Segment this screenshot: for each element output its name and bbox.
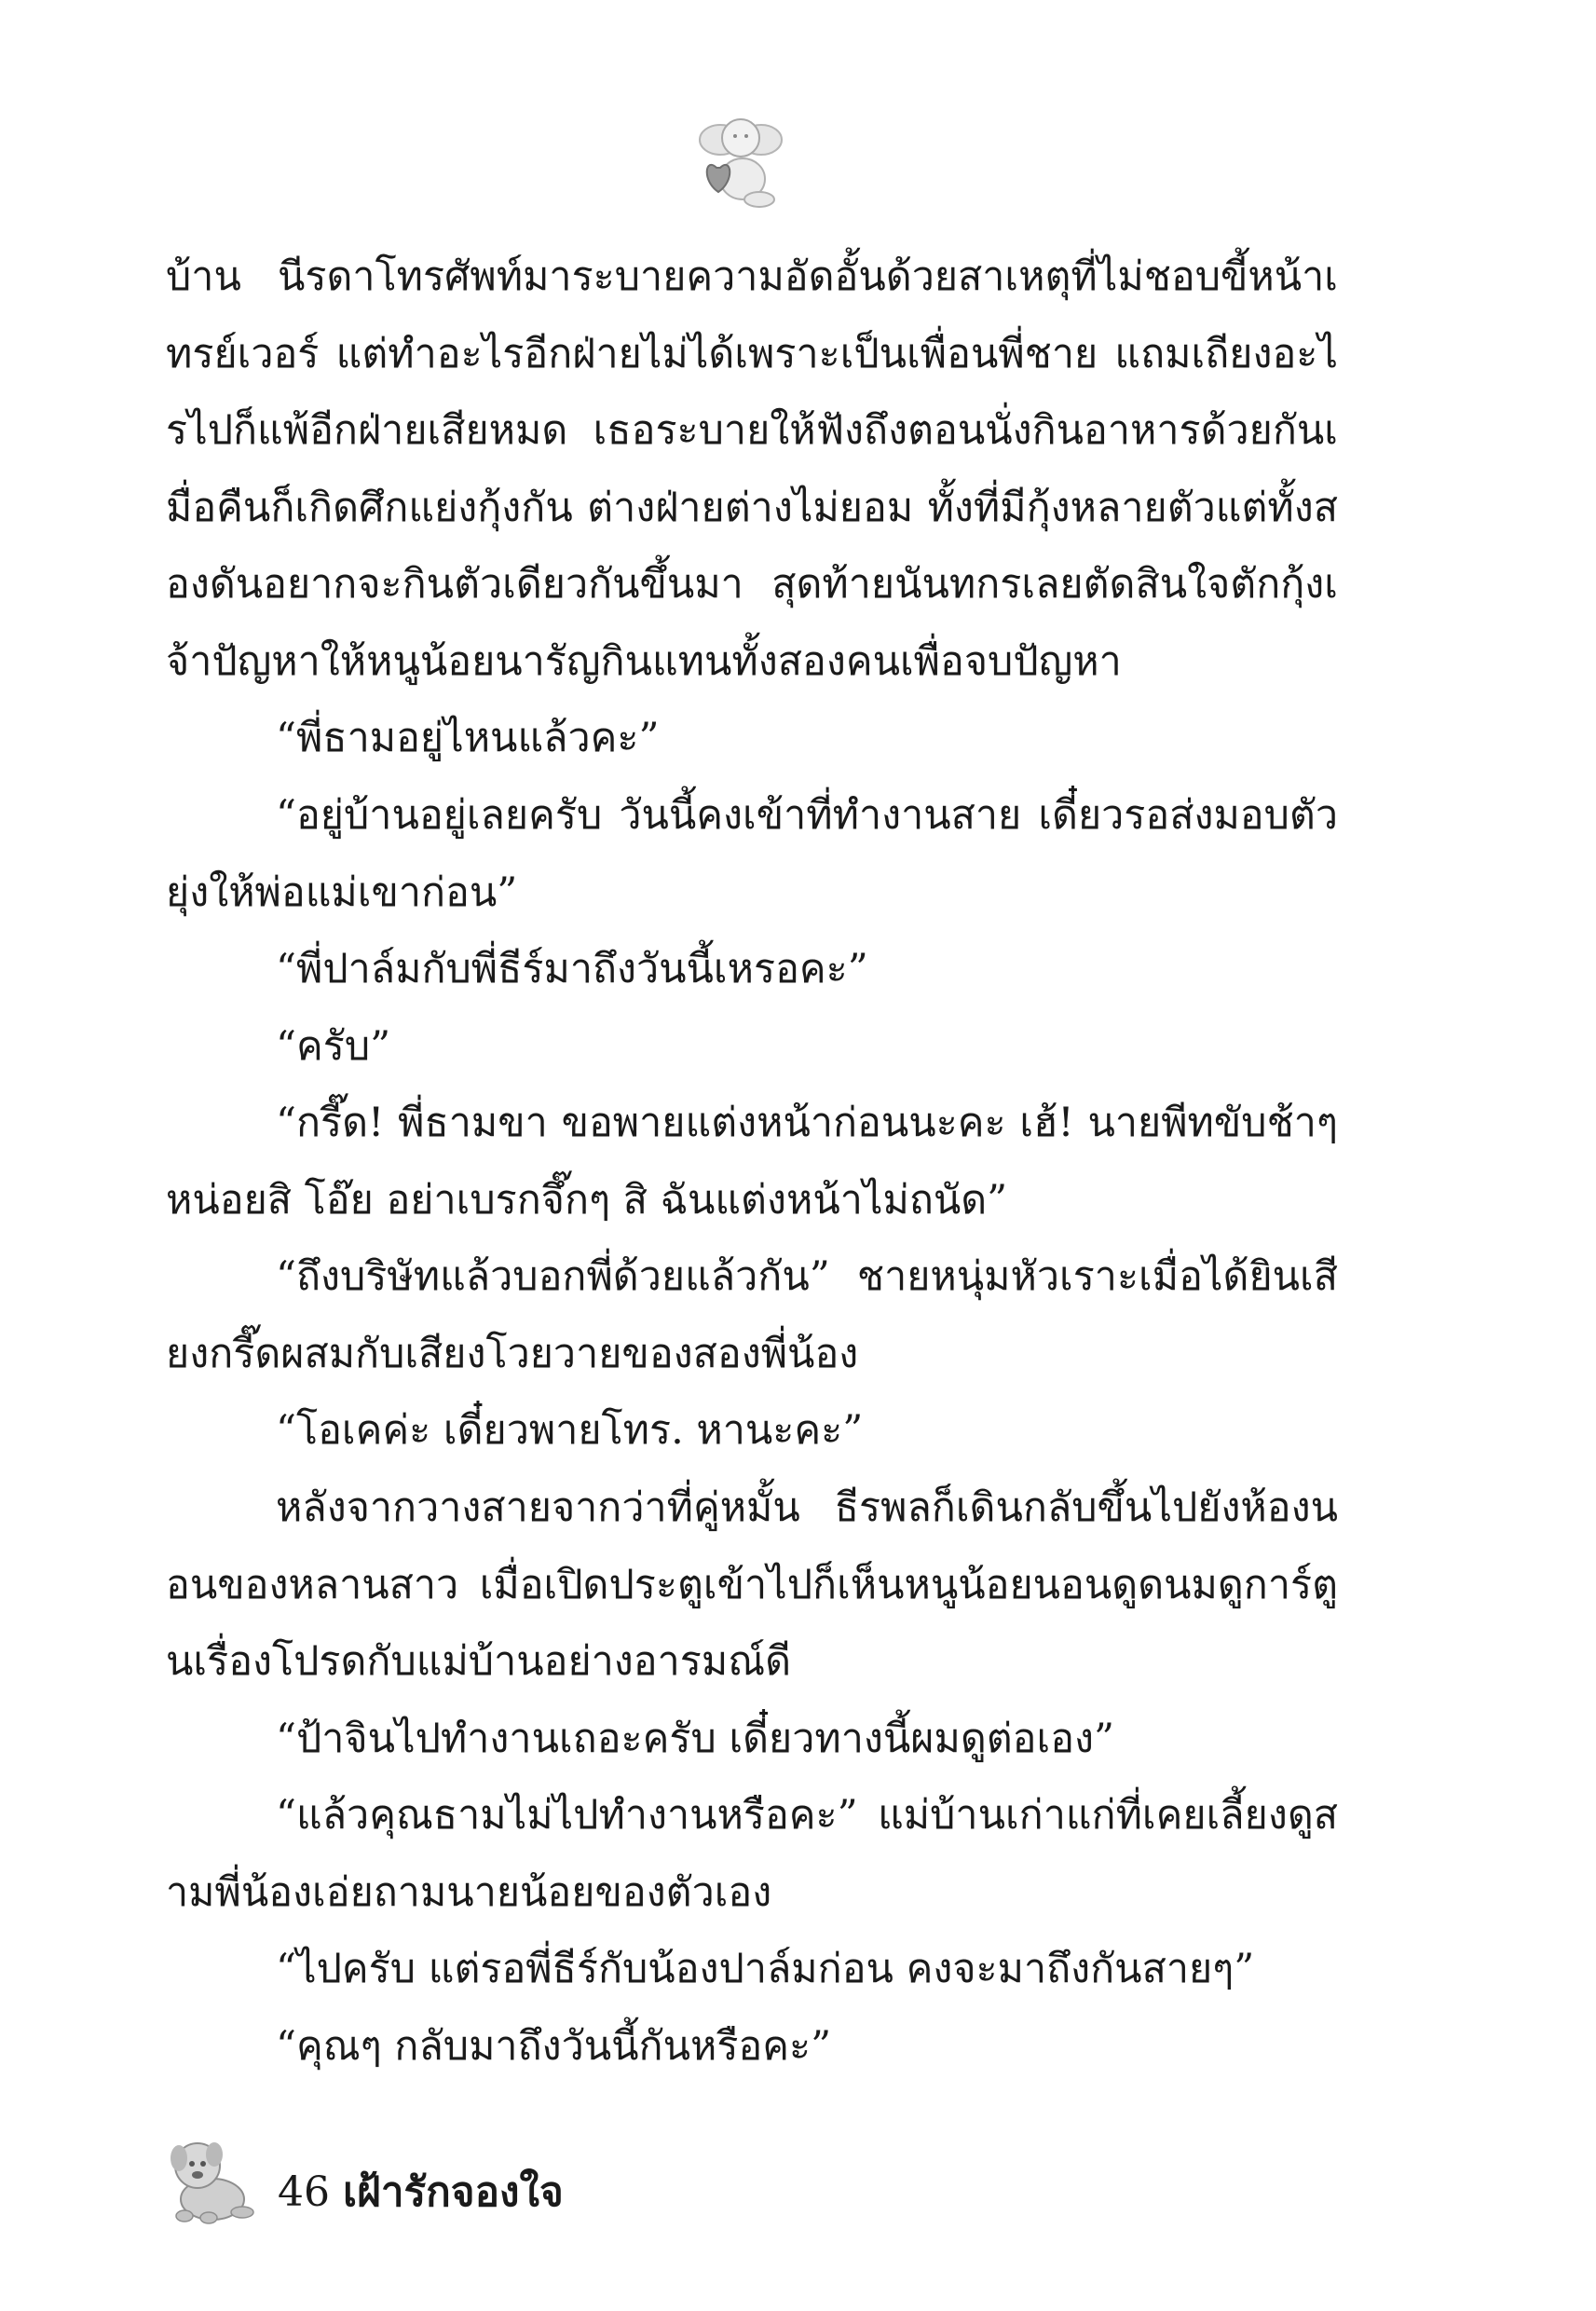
paragraph: “พี่ธามอยู่ไหนแล้วคะ” [276, 715, 660, 762]
paragraph: “ไปครับ แต่รอพี่ธีร์กับน้องปาล์มก่อน คงจะมาถึงกันสายๆ” [276, 1946, 1255, 1993]
paragraph: “คุณๆ กลับมาถึงวันนี้กันหรือคะ” [276, 2022, 832, 2070]
page-footer [158, 2123, 811, 2235]
paragraph: หลังจากวางสายจากว่าที่คู่หมั้น ธีรพลก็เดินกลับขึ้นไปยังห้องนอนของหลานสาว เมื่อเปิดประตูเข้าไปก็เห็นหนูน้อยนอนดูดนมดูการ์ตูนเรื่องโปรดกับแม่บ้านอย่างอารมณ์ดี [166, 1484, 1338, 1686]
book-title: เฝ้ารักจองใจ [343, 2168, 564, 2216]
paragraph: “พี่ปาล์มกับพี่ธีร์มาถึงวันนี้เหรอคะ” [276, 946, 868, 993]
paragraph: “แล้วคุณธามไม่ไปทำงานหรือคะ” แม่บ้านเก่าแก่ที่เคยเลี้ยงดูสามพี่น้องเอ่ยถามนายน้อยของตัวเอง [166, 1792, 1338, 1916]
body-text [166, 239, 1338, 2085]
paragraph: “กรี๊ด! พี่ธามขา ขอพายแต่งหน้าก่อนนะคะ เฮ้! นายพีทขับช้าๆ หน่อยสิ โอ๊ย อย่าเบรกจึ๊กๆ สิ ฉันแต่งหน้าไม่ถนัด” [166, 1100, 1338, 1224]
paragraph: “อยู่บ้านอยู่เลยครับ วันนี้คงเข้าที่ทำงานสาย เดี๋ยวรอส่งมอบตัวยุ่งให้พ่อแม่เขาก่อน” [166, 791, 1338, 916]
puppy-icon [158, 2123, 261, 2225]
paragraph: “ครับ” [276, 1022, 391, 1070]
paragraph: บ้าน นีรดาโทรศัพท์มาระบายความอัดอั้นด้วยสาเหตุที่ไม่ชอบขี้หน้าเทรย์เวอร์ แต่ทำอะไรอีกฝ่ายไม่ได้เพราะเป็นเพื่อนพี่ชาย แถมเถียงอะไรไปก็แพ้อีกฝ่ายเสียหมด เธอระบายให้ฟังถึงตอนนั่งกินอาหารด้วยกันเมื่อคืนก็เกิดศึกแย่งกุ้งกัน ต่างฝ่ายต่างไม่ยอม ทั้งที่มีกุ้งหลายตัวแต่ทั้งสองดันอยากจะกินตัวเดียวกันขึ้นมา สุดท้ายนันทกรเลยตัดสินใจตักกุ้งเจ้าปัญหาให้หนูน้อยนารัญกินแทนทั้งสองคนเพื่อจบปัญหา [166, 253, 1338, 685]
paragraph: “โอเคค่ะ เดี๋ยวพายโทร. หานะคะ” [276, 1407, 864, 1455]
paragraph: “ป้าจินไปทำงานเถอะครับ เดี๋ยวทางนี้ผมดูต่อเอง” [276, 1715, 1114, 1762]
cupid-heart-icon [685, 103, 797, 214]
footer-caption [278, 2169, 564, 2216]
paragraph: “ถึงบริษัทแล้วบอกพี่ด้วยแล้วกัน” ชายหนุ่มหัวเราะเมื่อได้ยินเสียงกรี๊ดผสมกับเสียงโวยวายของสองพี่น้อง [166, 1253, 1338, 1377]
page-number: 46 [278, 2168, 330, 2216]
